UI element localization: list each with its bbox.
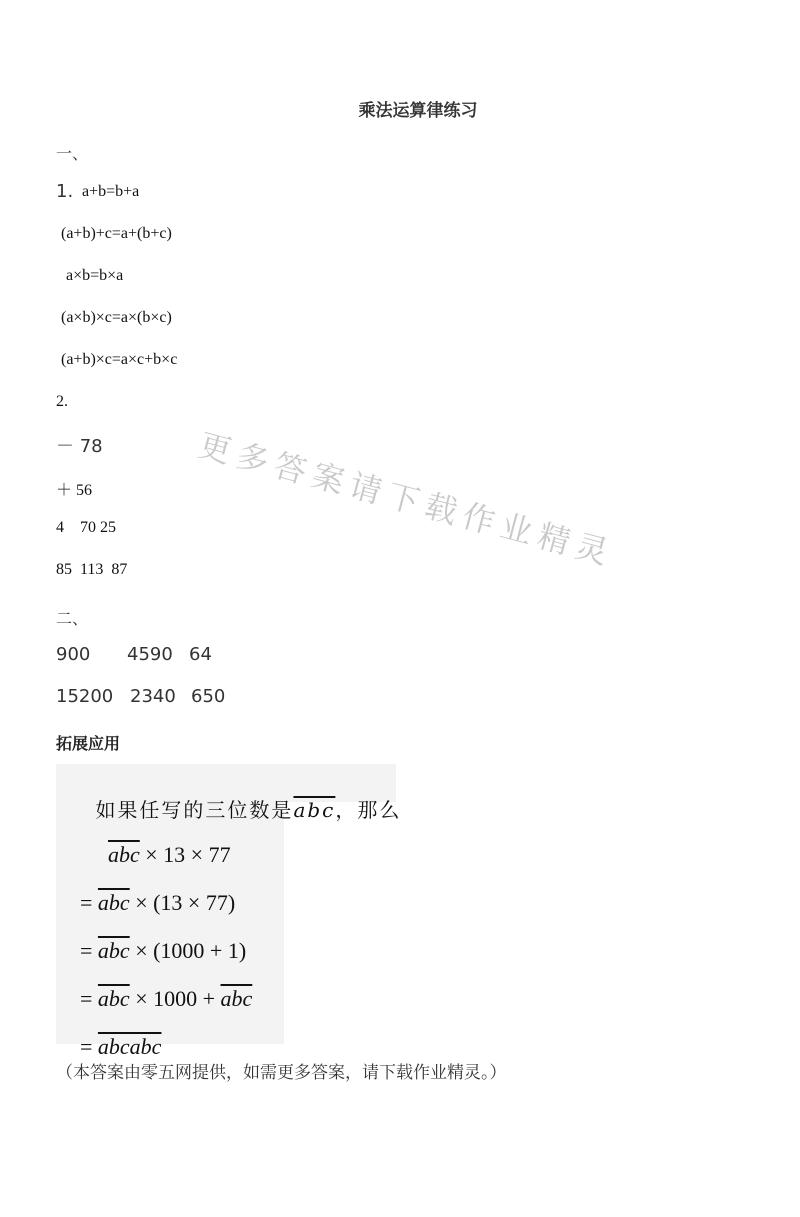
extension-heading: 拓展应用 (56, 734, 121, 753)
extension-step-3: = $\overline{abc} \times (1000 + 1)$ (80, 938, 247, 963)
law-2: (a+b)+c=a+(b+c) (61, 225, 172, 242)
calc-row-1-b: 4590 (127, 644, 173, 665)
extension-step-2: = $\overline{abc} \times (13 \times 77)$ (80, 890, 236, 915)
calc-row-2-c: 650 (191, 686, 226, 707)
answer-2-2: ＋ 56 (56, 482, 93, 499)
answer-2-4: 85 113 87 (56, 561, 128, 578)
calc-row-1-c: 64 (189, 644, 212, 665)
extension-step-5: = abcabc (80, 1034, 162, 1059)
extension-intro: 如果任写的三位数是$\overline{abc}$，那么 (95, 798, 402, 822)
extension-step-4: = $\overline{abc} \times 1000 + \overline{abc}$ (80, 986, 253, 1011)
calc-row-2-b: 2340 (130, 686, 176, 707)
footer-note: （本答案由零五网提供，如需更多答案，请下载作业精灵。） (56, 1063, 507, 1083)
question-1-number: 1. (56, 181, 74, 202)
question-2-number: 2. (56, 393, 68, 410)
calc-row-1-a: 900 (56, 644, 91, 665)
extension-solution-scan (56, 764, 402, 1059)
law-5: (a+b)×c=a×c+b×c (61, 351, 178, 368)
answer-2-3: 4 70 25 (56, 519, 116, 536)
page-title: 乘法运算律练习 (358, 101, 478, 121)
law-3: a×b=b×a (66, 267, 124, 284)
calc-row-2-a: 15200 (56, 686, 114, 707)
law-1: a+b=b+a (82, 183, 140, 200)
section-2-label: 二、 (56, 609, 89, 628)
extension-step-1: $\overline{abc} \times 13 \times 77$ (108, 842, 231, 867)
watermark-text: 更多答案请下载作业精灵 (194, 425, 619, 574)
law-4: (a×b)×c=a×(b×c) (61, 309, 172, 326)
answer-2-1: － 78 (56, 436, 103, 457)
section-1-label: 一、 (56, 144, 89, 163)
